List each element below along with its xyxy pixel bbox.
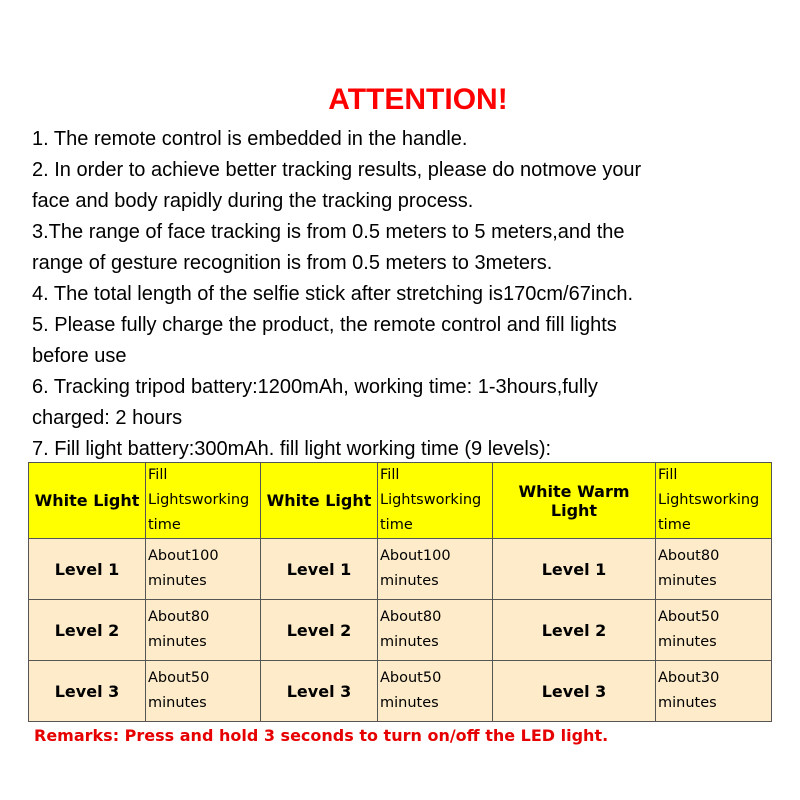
page-title: ATTENTION! bbox=[328, 83, 508, 116]
notes-list bbox=[32, 124, 792, 465]
time-cell: About100 minutes bbox=[378, 539, 493, 600]
time-cell: About80 minutes bbox=[378, 600, 493, 661]
table-row bbox=[29, 600, 772, 661]
level-cell: Level 2 bbox=[29, 600, 146, 661]
level-cell: Level 1 bbox=[261, 539, 378, 600]
header-mode: White Light bbox=[261, 463, 378, 539]
note-line: 6. Tracking tripod battery:1200mAh, working time: 1-3hours,fully bbox=[32, 376, 598, 398]
header-mode: White Warm Light bbox=[493, 463, 656, 539]
level-cell: Level 3 bbox=[29, 661, 146, 722]
level-cell: Level 1 bbox=[29, 539, 146, 600]
note-line: 1. The remote control is embedded in the handle. bbox=[32, 128, 468, 150]
note-line: 2. In order to achieve better tracking results, please do notmove your bbox=[32, 159, 642, 181]
header-time: Fill Lightsworking time bbox=[146, 463, 261, 539]
level-cell: Level 2 bbox=[493, 600, 656, 661]
time-cell: About50 minutes bbox=[378, 661, 493, 722]
note-line: face and body rapidly during the tracking process. bbox=[32, 190, 474, 212]
fill-light-table bbox=[28, 462, 772, 722]
table-header-row bbox=[29, 463, 772, 539]
level-cell: Level 1 bbox=[493, 539, 656, 600]
table-row bbox=[29, 539, 772, 600]
header-time: Fill Lightsworking time bbox=[378, 463, 493, 539]
time-cell: About80 minutes bbox=[656, 539, 772, 600]
header-mode: White Light bbox=[29, 463, 146, 539]
note-line: 4. The total length of the selfie stick after stretching is170cm/67inch. bbox=[32, 283, 634, 305]
note-line: before use bbox=[32, 345, 127, 367]
time-cell: About50 minutes bbox=[656, 600, 772, 661]
note-line: charged: 2 hours bbox=[32, 407, 183, 429]
time-cell: About80 minutes bbox=[146, 600, 261, 661]
note-line: 5. Please fully charge the product, the remote control and fill lights bbox=[32, 314, 617, 336]
time-cell: About50 minutes bbox=[146, 661, 261, 722]
level-cell: Level 2 bbox=[261, 600, 378, 661]
table-row bbox=[29, 661, 772, 722]
note-line: range of gesture recognition is from 0.5 meters to 3meters. bbox=[32, 252, 553, 274]
remarks-text: Remarks: Press and hold 3 seconds to turn on/off the LED light. bbox=[34, 726, 609, 745]
note-line: 3.The range of face tracking is from 0.5 meters to 5 meters,and the bbox=[32, 221, 625, 243]
level-cell: Level 3 bbox=[493, 661, 656, 722]
header-time: Fill Lightsworking time bbox=[656, 463, 772, 539]
time-cell: About100 minutes bbox=[146, 539, 261, 600]
level-cell: Level 3 bbox=[261, 661, 378, 722]
note-line: 7. Fill light battery:300mAh. fill light working time (9 levels): bbox=[32, 438, 552, 460]
time-cell: About30 minutes bbox=[656, 661, 772, 722]
